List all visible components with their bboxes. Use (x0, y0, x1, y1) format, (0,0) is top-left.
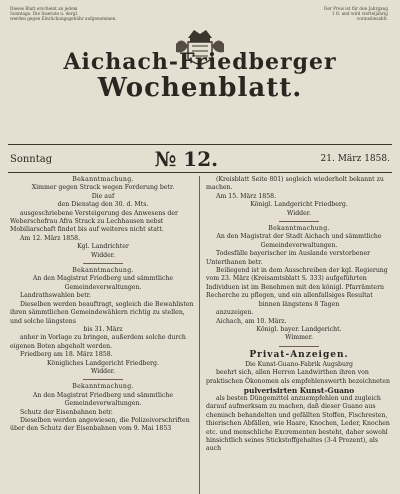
text-line: Königl. bayer. Landgericht. (256, 325, 342, 333)
text-line: Königliches Landgericht Friedberg. (47, 359, 159, 367)
text-line: An den Magistrat der Stadt Aichach und sämmtliche Gemeindeverwaltungen. (216, 233, 382, 249)
left-notice-line: Sonntage. Die Inserate u. dergl. (10, 11, 79, 17)
text-line: pulverisirten Kunst-Guano (243, 385, 355, 395)
masthead-rule-top (8, 144, 392, 145)
left-column (10, 176, 196, 434)
text-line: Am 12. März 1858. (20, 234, 81, 242)
right-notice-line: vorausbezahlt. (356, 16, 388, 22)
text-line: Wimmer. (285, 334, 313, 342)
notice-heading: Bekanntmachung. (72, 267, 134, 275)
text-line: binnen längstens 8 Tagen (258, 300, 340, 308)
text-line: den Dienstag den 30. d. Mts. (57, 201, 149, 209)
left-notice-line: Dieses Blatt erscheint an jedem (10, 6, 78, 11)
section-divider (279, 221, 319, 222)
text-line: beehrt sich, allen Herren Landwirthen ihren von praktischen Ökonomen als empfehlenswerth bezeichneten (206, 369, 390, 385)
section-divider (83, 379, 123, 380)
title-line-1: Aichach-Friedberger (63, 49, 337, 75)
issue-date: 21. März 1858. (320, 154, 390, 164)
title-line-2: Wochenblatt. (97, 73, 303, 103)
text-line: Die Kunst-Guano-Fabrik Augsburg (245, 360, 353, 368)
issue-dateline (10, 148, 390, 170)
notice-heading: Bekanntmachung. (268, 225, 330, 233)
text-line: Aichach, am 10. März. (216, 317, 287, 325)
right-column (206, 176, 392, 454)
text-line: als besten Düngemittel anzuempfehlen und zugleich darauf aufmerksam zu machen, daß dieser Guano aus chemisch behandelten und gefällten Stoffen, Fischresten, thierischen Abfällen, wie Haare, Knochen, Leder, Knochen etc. und menschliche Excrementen besteht, daher sowohl hinsichtlich seines Stickstoffgehaltes (3-4 Prozent), als auch (206, 394, 390, 453)
text-line: Beiliegend ist in dem Ausschreiben der kgl. Regierung vom 23. März (Kreisamtsblatt S. 333) aufgeführten Individuen ist im Benehmen mit den königl. Pfarrämtern Recherche zu pflegen, und ein allenfallsiges Resultat (206, 267, 388, 300)
column-separator (199, 176, 200, 494)
text-line: Kgl. Landrichter (77, 243, 129, 251)
section-heading: Privat-Anzeigen. (249, 349, 349, 360)
masthead-right-notice (268, 6, 388, 22)
text-line: Landrathswahlen betr. (20, 292, 91, 300)
text-line: Schutz der Eisenbahnen betr. (20, 408, 113, 416)
left-notice-line: werden gegen Einrückungsgebühr aufgenommen. (10, 16, 117, 22)
text-line: anher in Vorlage zu bringen, außerdem solche durch eigenen Boten abgeholt werden. (10, 334, 186, 350)
notice-heading: Bekanntmachung. (72, 383, 134, 391)
text-line: (Kreisblatt Seite 801) sogleich wiederholt bekannt zu machen. (206, 176, 384, 192)
text-line: Friedberg am 18. März 1858. (20, 351, 113, 359)
section-divider (279, 346, 319, 347)
masthead-rule-bottom (8, 172, 392, 173)
notice-heading: Bekanntmachung. (72, 176, 134, 183)
text-line: An den Magistrat Friedberg und sämmtliche Gemeindeverwaltungen. (32, 275, 174, 291)
masthead-left-notice (10, 6, 130, 22)
text-line: Am 15. März 1858. (216, 192, 277, 200)
text-line: Widder. (90, 251, 116, 259)
text-line: Dieselben werden angewiesen, die Polizeivorschriften über den Schutz der Eisenbahnen vom 9. Mai 1853 (10, 416, 190, 433)
section-divider (83, 263, 123, 264)
text-line: An den Magistrat Friedberg und sämmtliche Gemeindeverwaltungen. (32, 391, 174, 408)
issue-number: № 12. (154, 147, 219, 171)
text-line: ausgeschriebene Versteigerung des Anwesens der Weberschefrau Afra Strack zu Lechhausen nebst Mobiliarschaft findet bis auf weiteres nicht statt. (10, 209, 178, 234)
text-line: Ximmer gegen Strack wegen Forderung betr. (31, 184, 175, 192)
text-line: Königl. Landgericht Friedberg. (250, 201, 348, 209)
right-notice-line: Der Preis ist für den Jahrgang (324, 6, 388, 11)
text-line: Die auf (91, 192, 115, 200)
text-line: anzuzeigen. (216, 309, 254, 317)
text-line: Widder. (90, 367, 116, 375)
right-notice-line: 1 fl. und wird vierteljährig (332, 11, 388, 17)
masthead-title (0, 50, 400, 102)
issue-day: Sonntag (10, 153, 53, 165)
text-line: Widder. (286, 209, 312, 217)
text-line: Todesfälle bayerischer im Auslande verstorbener Unterthanen betr. (206, 250, 371, 266)
text-line: Dieselben werden beauftragt, sogleich die Bewahlisten ihren sämmtlichen Gemeindewählern richtig zu stellen, und solche längstens (10, 300, 194, 325)
text-line: bis 31. März (83, 325, 123, 333)
